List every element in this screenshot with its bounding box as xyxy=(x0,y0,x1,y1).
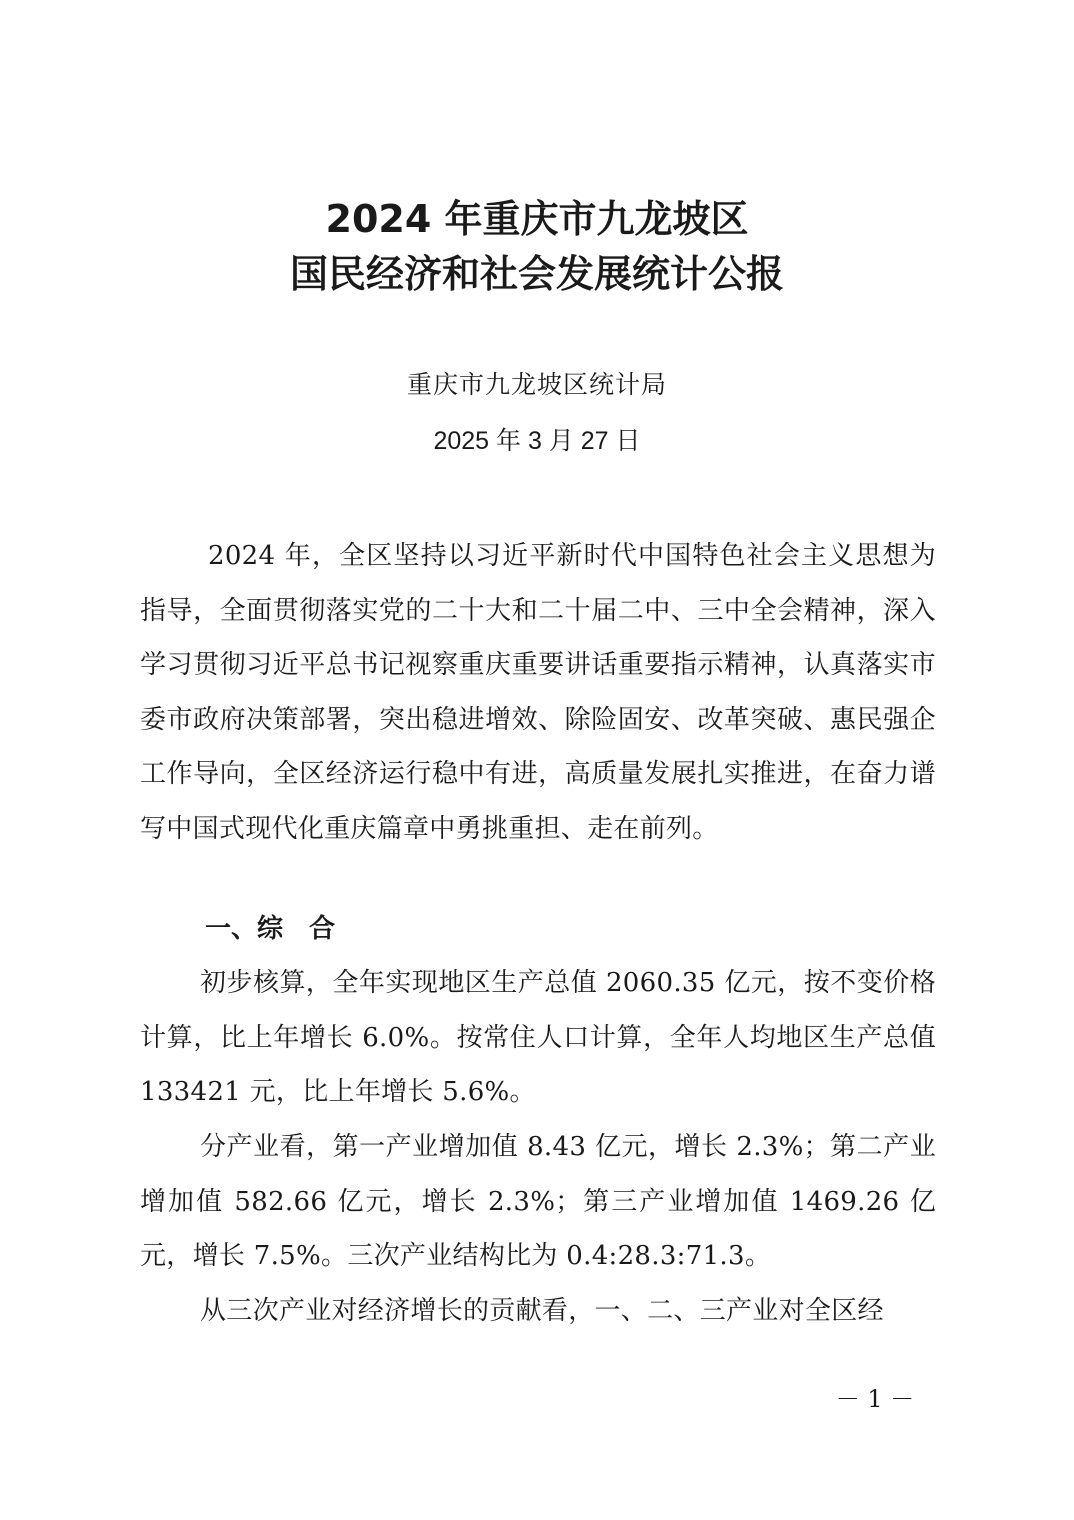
gdp-paragraph: 初步核算，全年实现地区生产总值 2060.35 亿元，按不变价格计算，比上年增长 6.0%。按常住人口计算，全年人均地区生产总值 133421 元，比上年增长 5.6%。 xyxy=(140,968,936,1107)
issuing-organization: 重庆市九龙坡区统计局 xyxy=(406,370,667,399)
section-heading-comprehensive: 一、综 合 xyxy=(205,914,336,944)
publication-date: 2025 年 3 月 27 日 xyxy=(433,427,641,455)
contribution-paragraph: 从三次产业对经济增长的贡献看，一、二、三产业对全区经 xyxy=(200,1296,884,1326)
industry-paragraph: 分产业看，第一产业增加值 8.43 亿元，增长 2.3%；第二产业增加值 582.66 亿元，增长 2.3%；第三产业增加值 1469.26 亿元，增长 7.5%。三次产业结构比为 0.4:28.3:71.3。 xyxy=(140,1132,936,1271)
intro-paragraph: 2024 年，全区坚持以习近平新时代中国特色社会主义思想为指导，全面贯彻落实党的二十大和二十届二中、三中全会精神，深入学习贯彻习近平总书记视察重庆重要讲话重要指示精神，认真落实市委市政府决策部署，突出稳进增效、除险固安、改革突破、惠民强企工作导向，全区经济运行稳中有进，高质量发展扎实推进，在奋力谱写中国式现代化重庆篇章中勇挑重担、走在前列。 xyxy=(140,541,936,844)
document-title-line-2: 国民经济和社会发展统计公报 xyxy=(289,252,784,296)
document-title-line-1: 2024 年重庆市九龙坡区 xyxy=(325,197,749,241)
page-number: － 1 － xyxy=(835,1385,915,1413)
